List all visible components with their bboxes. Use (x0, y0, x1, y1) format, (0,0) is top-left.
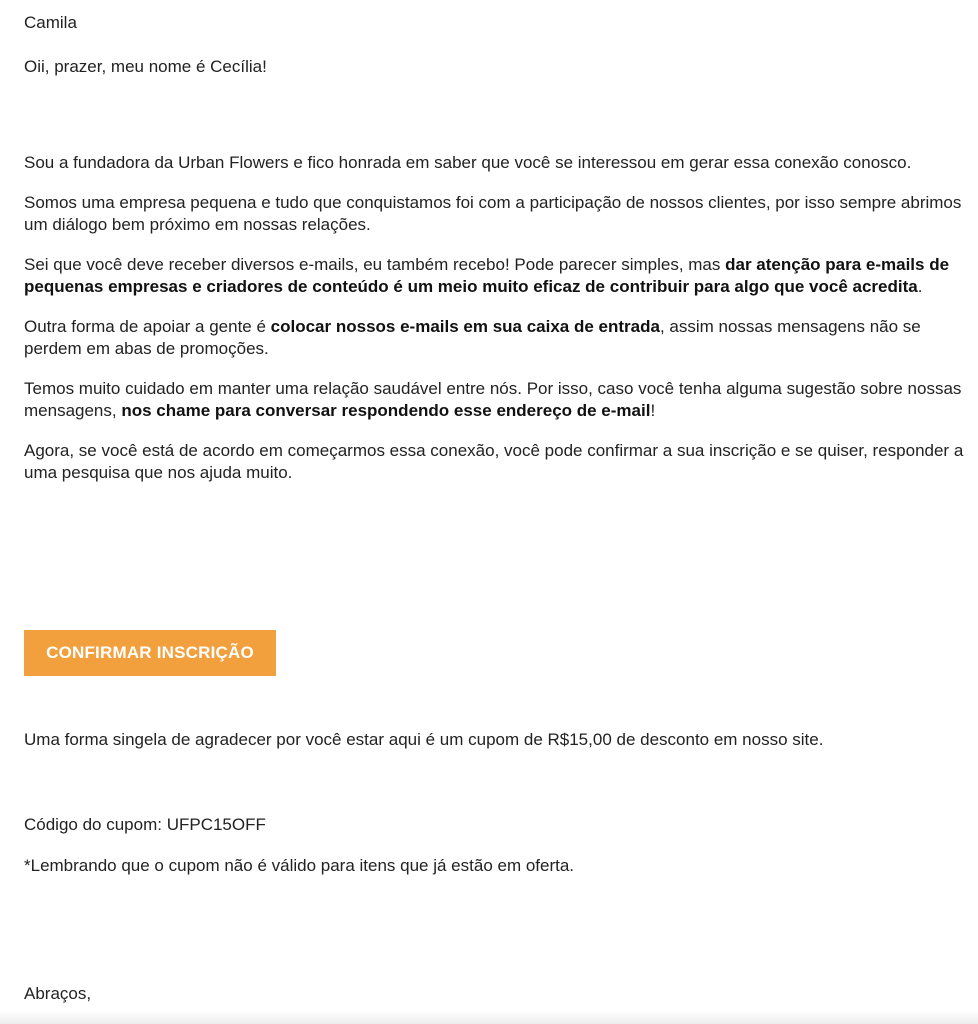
paragraph-inbox-bold: colocar nossos e-mails em sua caixa de entrada (270, 317, 660, 336)
paragraph-relationship-text: Temos muito cuidado em manter uma relação saudável entre nós. Por isso, caso você tenha alguma sugestão sobre nossas mensagens, (24, 379, 962, 420)
email-body (24, 12, 964, 484)
paragraph-attention (24, 254, 964, 298)
paragraph-small-company: Somos uma empresa pequena e tudo que conquistamos foi com a participação de nossos clientes, por isso sempre abrimos um diálogo bem próximo em nossas relações. (24, 193, 962, 234)
intro-line: Oii, prazer, meu nome é Cecília! (24, 57, 267, 76)
paragraph-inbox (24, 316, 964, 360)
paragraph-inbox-text: Outra forma de apoiar a gente é (24, 317, 271, 336)
paragraph-confirm: Agora, se você está de acordo em começarmos essa conexão, você pode confirmar a sua inscrição e se quiser, responder a uma pesquisa que nos ajuda muito. (24, 441, 964, 482)
paragraph-relationship-bold: nos chame para conversar respondendo esse endereço de e-mail (121, 401, 651, 420)
paragraph-inbox-end: , assim nossas mensagens não se perdem em abas de promoções. (24, 317, 921, 358)
paragraph-founder: Sou a fundadora da Urban Flowers e fico honrada em saber que você se interessou em gerar essa conexão conosco. (24, 153, 912, 172)
paragraph-relationship-end: ! (650, 401, 656, 420)
paragraph-relationship (24, 378, 964, 422)
signoff: Abraços, (24, 984, 92, 1003)
paragraph-attention-bold: dar atenção para e-mails de pequenas empresas e criadores de conteúdo é um meio muito eficaz de contribuir para algo que você acredita (24, 255, 950, 296)
paragraph-attention-end: . (917, 277, 923, 296)
coupon-note: *Lembrando que o cupom não é válido para itens que já estão em oferta. (24, 856, 575, 875)
coupon-code: Código do cupom: UFPC15OFF (24, 815, 266, 834)
greeting-name: Camila (24, 13, 77, 32)
paragraph-attention-text: Sei que você deve receber diversos e-mails, eu também recebo! Pode parecer simples, mas (24, 255, 726, 274)
bottom-fade (0, 1010, 978, 1024)
confirm-subscription-button[interactable]: CONFIRMAR INSCRIÇÃO (24, 630, 276, 676)
coupon-intro: Uma forma singela de agradecer por você estar aqui é um cupom de R$15,00 de desconto em nosso site. (24, 730, 824, 749)
